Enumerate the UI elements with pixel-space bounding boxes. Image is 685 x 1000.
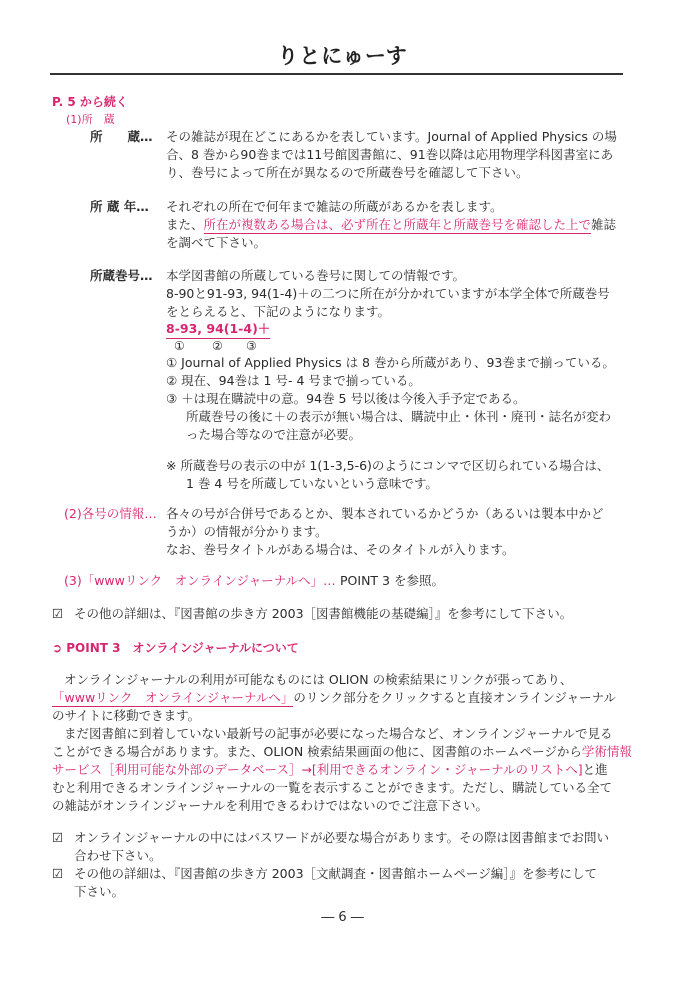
- www-link-label: 「wwwリンク オンラインジャーナルへ」: [52, 690, 294, 705]
- point3-heading: ➲ POINT 3 オンラインジャーナルについて: [52, 641, 299, 655]
- section2-label: (2)各号の情報…: [64, 506, 157, 521]
- note-3-cont-2: った場合等なので注意が必要。: [186, 427, 362, 442]
- example-mark-3: ③: [246, 339, 257, 353]
- asterisk-note-1: ※ 所蔵巻号の表示の中が 1(1-3,5-6)のようにコンマで区切られている場合は、: [166, 458, 610, 473]
- kan-line-3: をとらえると、下記のようになります。: [166, 304, 391, 319]
- nen-highlight: 所在が複数ある場合は、必ず所在と所蔵年と所蔵巻号を確認した上で: [203, 217, 592, 232]
- check-icon-3: ☑: [52, 866, 64, 881]
- section3-label: (3)「wwwリンク オンラインジャーナルへ」…: [64, 573, 336, 588]
- detail-note-1: その他の詳細は、『図書館の歩き方 2003［図書館機能の基礎編］』を参考にして下さい。: [74, 606, 573, 621]
- nen-line-2-post: 雑誌: [591, 217, 617, 232]
- nen-line-2-pre: また、: [166, 217, 204, 232]
- point-p2-line-1: まだ図書館に到着していない最新号の記事が必要になった場合など、オンラインジャーナルで見る: [64, 726, 613, 741]
- point-p2-line-5: の雑誌がオンラインジャーナルを利用できるわけではないのでご注意下さい。: [52, 798, 488, 813]
- point-p1-line-2-post: のリンク部分をクリックすると直接オンラインジャーナル: [293, 690, 617, 705]
- shozo-line-2: 合、8 巻から90巻までは11号館図書館に、91巻以降は応用物理学科図書室にあ: [166, 147, 614, 162]
- point-p2-line-3: [52, 762, 608, 778]
- newsletter-title: りとにゅーす: [277, 44, 408, 68]
- shozo-label: 所 蔵…: [90, 129, 153, 144]
- shozo-kango-label: 所蔵巻号…: [90, 268, 153, 283]
- kan-line-1: 本学図書館の所蔵している巻号に関しての情報です。: [166, 268, 466, 283]
- note-3-cont-1: 所蔵巻号の後に＋の表示が無い場合は、購読中止・休刊・廃刊・誌名が変わ: [186, 409, 612, 424]
- shozo-line-1: その雑誌が現在どこにあるかを表しています。Journal of Applied Physics の場: [166, 129, 617, 144]
- detail-note-2-line-2: 下さい。: [74, 884, 125, 899]
- nen-line-3: を調べて下さい。: [166, 235, 267, 250]
- point-p1-line-1: オンラインジャーナルの利用が可能なものには OLION の検索結果にリンクが張ってあり、: [64, 672, 573, 687]
- nen-line-2: [166, 217, 616, 233]
- point-p2-line-2: [52, 744, 632, 760]
- point-p2-line-3-post: と進: [582, 762, 608, 777]
- journal-list-path: サービス［利用可能な外部のデータベース］→[利用できるオンライン・ジャーナルのリストへ]: [52, 762, 583, 777]
- point-p1-line-2: [52, 690, 616, 706]
- point-p1-line-3: のサイトに移動できます。: [52, 708, 201, 723]
- holdings-example: 8-93, 94(1-4)＋: [166, 321, 270, 339]
- check-icon: ☑: [52, 606, 64, 621]
- check-icon-2: ☑: [52, 830, 64, 845]
- asterisk-note-2: 1 巻 4 号を所蔵していないという意味です。: [186, 476, 438, 491]
- section1-heading: (1)所 蔵: [66, 113, 115, 126]
- password-note-line-2: 合わせ下さい。: [74, 848, 162, 863]
- continued-label: P. 5 から続く: [52, 95, 128, 109]
- section3-text: POINT 3 を参照。: [340, 573, 444, 588]
- page-number: ― 6 ―: [321, 910, 364, 925]
- kan-line-2: 8-90と91-93, 94(1-4)＋の二つに所在が分かれていますが本学全体で所蔵巻号: [166, 286, 610, 301]
- example-mark-1: ①: [174, 339, 185, 353]
- example-mark-2: ②: [212, 339, 223, 353]
- shozo-line-3: り、巻号によって所在が異なるので所蔵巻号を確認して下さい。: [166, 165, 529, 180]
- note-1: ① Journal of Applied Physics は 8 巻から所蔵があり、93巻まで揃っている。: [166, 355, 615, 370]
- point-p2-line-4: むと利用できるオンラインジャーナルの一覧を表示することができます。ただし、購読している全て: [52, 780, 612, 795]
- sec2-line-1: 各々の号が合併号であるとか、製本されているかどうか（あるいは製本中かど: [166, 506, 604, 521]
- sec2-line-2: うか）の情報が分かります。: [166, 524, 328, 539]
- note-3: ③ ＋は現在購読中の意。94巻 5 号以後は今後入手予定である。: [166, 391, 526, 406]
- sec2-line-3: なお、巻号タイトルがある場合は、そのタイトルが入ります。: [166, 542, 515, 557]
- nen-line-1: それぞれの所在で何年まで雑誌の所蔵があるかを表します。: [166, 199, 503, 214]
- password-note-line-1: オンラインジャーナルの中にはパスワードが必要な場合があります。その際は図書館までお問い: [74, 830, 609, 845]
- title-rule: [50, 73, 623, 75]
- point-p2-line-2-pre: ことができる場合があります。また、OLION 検索結果画面の他に、図書館のホームページから: [52, 744, 582, 759]
- academic-info-link: 学術情報: [581, 744, 632, 759]
- shozo-nen-label: 所 蔵 年…: [90, 199, 149, 214]
- note-2: ② 現在、94巻は 1 号- 4 号まで揃っている。: [166, 373, 421, 388]
- detail-note-2-line-1: その他の詳細は、『図書館の歩き方 2003［文献調査・図書館ホームページ編］』を参考にして: [74, 866, 598, 881]
